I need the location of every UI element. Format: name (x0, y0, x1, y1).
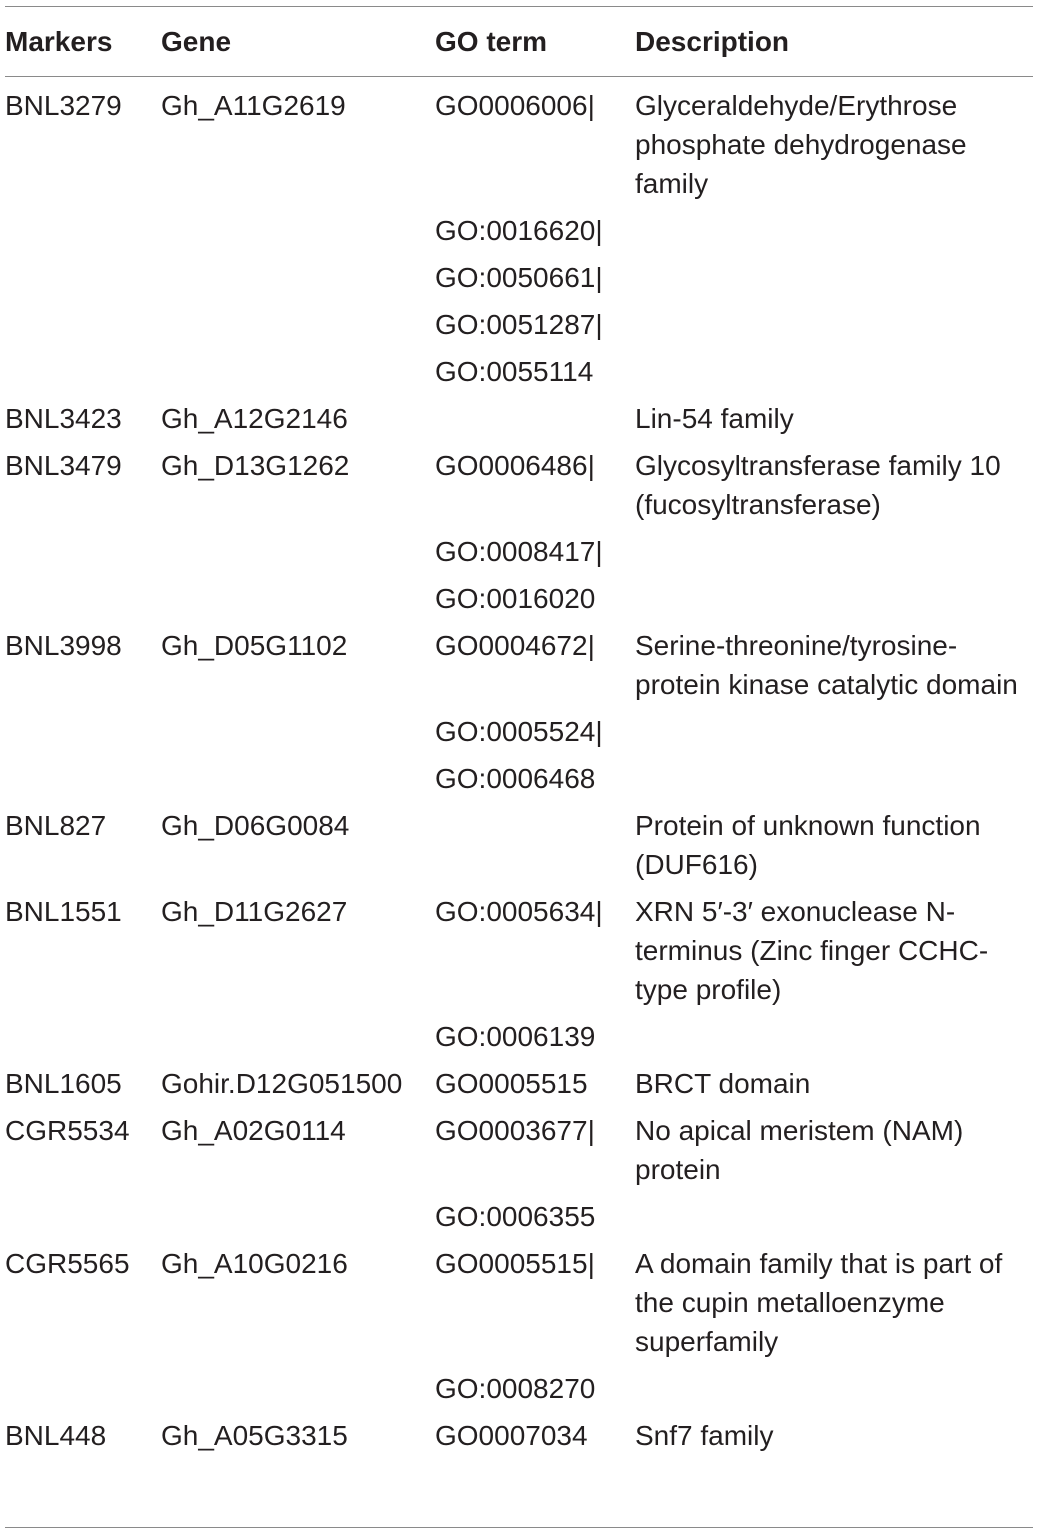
cell-gene (161, 759, 435, 806)
cell-description (635, 352, 1033, 399)
cell-marker: BNL1605 (5, 1068, 122, 1099)
cell-go-term: GO0007034 (435, 1420, 588, 1451)
cell-gene (161, 1017, 435, 1064)
cell-gene: Gh_D11G2627 (161, 896, 348, 927)
cell-description: Protein of unknown function (DUF616) (635, 810, 981, 880)
cell-go-term: GO0006486| (435, 450, 595, 481)
cell-description: A domain family that is part of the cupin metalloenzyme superfamily (635, 1248, 1003, 1357)
cell-gene (161, 305, 435, 352)
table-row (5, 72, 1033, 211)
cell-go-term: GO:0005524| (435, 716, 603, 747)
cell-description (635, 1369, 1033, 1416)
cell-gene (161, 579, 435, 626)
cell-marker: CGR5565 (5, 1248, 130, 1279)
table-row (5, 399, 1033, 446)
cell-description (635, 579, 1033, 626)
cell-description: Glyceraldehyde/Erythrose phosphate dehydrogenase family (635, 90, 967, 199)
cell-description: Serine-threonine/tyrosine-protein kinase catalytic domain (635, 630, 1018, 700)
header-markers: Markers (5, 26, 113, 57)
table-row (5, 532, 1033, 579)
cell-marker (5, 211, 161, 258)
cell-go-term: GO0004672| (435, 630, 595, 661)
cell-marker: BNL3998 (5, 630, 122, 661)
table-row (5, 579, 1033, 626)
cell-go-term: GO:0051287| (435, 309, 603, 340)
cell-description (635, 211, 1033, 258)
table-row (5, 712, 1033, 759)
cell-marker (5, 759, 161, 806)
cell-marker: BNL3423 (5, 403, 122, 434)
cell-description: Snf7 family (635, 1420, 774, 1451)
cell-description: No apical meristem (NAM) protein (635, 1115, 964, 1185)
cell-go-term: GO:0006139 (435, 1021, 596, 1052)
table-row (5, 1369, 1033, 1416)
cell-gene (161, 1197, 435, 1244)
cell-marker: BNL3479 (5, 450, 122, 481)
cell-gene: Gh_D06G0084 (161, 810, 350, 841)
cell-marker (5, 305, 161, 352)
table-row (5, 1064, 1033, 1111)
header-gene: Gene (161, 26, 232, 57)
table-row (5, 1197, 1033, 1244)
cell-go-term: GO:0006355 (435, 1201, 596, 1232)
cell-marker (5, 532, 161, 579)
cell-marker: BNL1551 (5, 896, 122, 927)
cell-gene: Gh_A11G2619 (161, 90, 346, 121)
cell-gene (161, 532, 435, 579)
gene-annotation-table (5, 12, 1033, 1463)
cell-description: XRN 5′-3′ exonuclease N-terminus (Zinc finger CCHC-type profile) (635, 896, 989, 1005)
cell-description (635, 759, 1033, 806)
cell-gene: Gh_A10G0216 (161, 1248, 348, 1279)
table-row (5, 1416, 1033, 1463)
header-go-term: GO term (435, 26, 548, 57)
cell-marker: BNL448 (5, 1420, 107, 1451)
cell-go-term (435, 399, 635, 446)
cell-go-term: GO0005515 (435, 1068, 588, 1099)
cell-marker (5, 712, 161, 759)
cell-go-term: GO0006006| (435, 90, 595, 121)
cell-go-term: GO:0050661| (435, 262, 603, 293)
cell-gene: Gh_A02G0114 (161, 1115, 346, 1146)
cell-gene (161, 352, 435, 399)
cell-go-term: GO:0005634| (435, 896, 603, 927)
cell-gene: Gh_A12G2146 (161, 403, 348, 434)
cell-marker (5, 1369, 161, 1416)
cell-description (635, 712, 1033, 759)
header-row (5, 12, 1033, 72)
table-row (5, 1244, 1033, 1369)
table-bottom-rule (5, 1527, 1033, 1528)
cell-gene (161, 258, 435, 305)
cell-marker (5, 258, 161, 305)
header-description: Description (635, 26, 790, 57)
cell-marker (5, 579, 161, 626)
table-row (5, 892, 1033, 1017)
cell-description: Glycosyltransferase family 10 (fucosyltransferase) (635, 450, 1001, 520)
cell-description (635, 258, 1033, 305)
cell-go-term: GO0003677| (435, 1115, 595, 1146)
table-row (5, 1017, 1033, 1064)
table-body (5, 72, 1033, 1463)
cell-gene: Gohir.D12G051500 (161, 1068, 403, 1099)
cell-description: BRCT domain (635, 1068, 811, 1099)
table-row (5, 626, 1033, 712)
cell-marker (5, 1017, 161, 1064)
table-row (5, 352, 1033, 399)
cell-go-term: GO:0006468 (435, 763, 596, 794)
cell-marker (5, 352, 161, 399)
cell-description: Lin-54 family (635, 403, 794, 434)
table-row (5, 258, 1033, 305)
table-row (5, 806, 1033, 892)
cell-go-term: GO:0008270 (435, 1373, 596, 1404)
cell-go-term: GO:0008417| (435, 536, 603, 567)
table-row (5, 446, 1033, 532)
cell-go-term: GO:0055114 (435, 356, 594, 387)
cell-marker (5, 1197, 161, 1244)
table-row (5, 305, 1033, 352)
cell-gene (161, 1369, 435, 1416)
cell-marker: BNL3279 (5, 90, 122, 121)
cell-description (635, 1197, 1033, 1244)
cell-description (635, 532, 1033, 579)
cell-gene: Gh_D13G1262 (161, 450, 350, 481)
cell-go-term: GO:0016620| (435, 215, 603, 246)
cell-go-term: GO0005515| (435, 1248, 595, 1279)
cell-marker: CGR5534 (5, 1115, 130, 1146)
cell-go-term: GO:0016020 (435, 583, 596, 614)
table-row (5, 1111, 1033, 1197)
cell-gene: Gh_D05G1102 (161, 630, 348, 661)
table-row (5, 759, 1033, 806)
cell-marker: BNL827 (5, 810, 107, 841)
cell-gene (161, 211, 435, 258)
cell-description (635, 305, 1033, 352)
table-row (5, 211, 1033, 258)
cell-gene: Gh_A05G3315 (161, 1420, 348, 1451)
cell-description (635, 1017, 1033, 1064)
cell-gene (161, 712, 435, 759)
cell-go-term (435, 806, 635, 892)
table-top-rule (5, 6, 1033, 7)
